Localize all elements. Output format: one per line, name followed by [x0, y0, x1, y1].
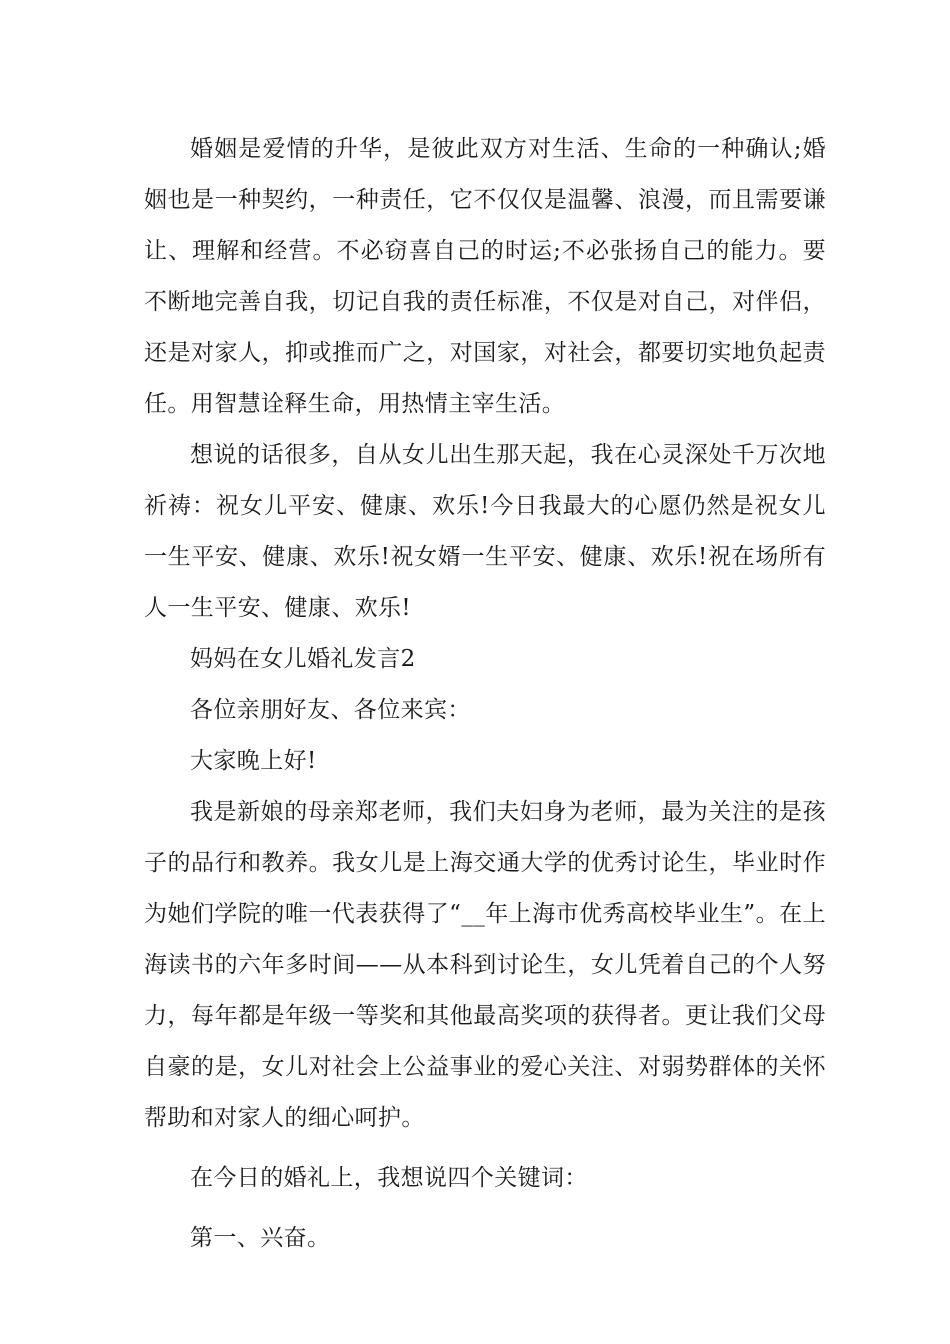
- paragraph-marriage: 婚姻是爱情的升华，是彼此双方对生活、生命的一种确认;婚姻也是一种契约，一种责任，它不仅仅是温馨、浪漫，而且需要谦让、理解和经营。不必窃喜自己的时运;不必张扬自己的能力。要不断地完善自我，切记自我的责任标准，不仅是对自己，对伴侣，还是对家人，抑或推而广之，对国家，对社会，都要切实地负起责任。用智慧诠释生命，用热情主宰生活。: [144, 136, 826, 417]
- greeting-guests: 各位亲朋好友、各位来宾：: [190, 697, 471, 723]
- paragraph-first-keyword: 第一、兴奋。: [190, 1225, 331, 1251]
- greeting-evening: 大家晚上好!: [190, 748, 317, 774]
- paragraph-keywords: 在今日的婚礼上，我想说四个关键词：: [190, 1165, 588, 1191]
- paragraph-introduction: 我是新娘的母亲郑老师，我们夫妇身为老师，最为关注的是孩子的品行和教养。我女儿是上海交通大学的优秀讨论生，毕业时作为她们学院的唯一代表获得了“__年上海市优秀高校毕业生”。在上海读书的六年多时间——从本科到讨论生，女儿凭着自己的个人努力，每年都是年级一等奖和其他最高奖项的获得者。更让我们父母自豪的是，女儿对社会上公益事业的爱心关注、对弱势群体的关怀帮助和对家人的细心呵护。: [144, 799, 826, 1131]
- section-heading: 妈妈在女儿婚礼发言2: [190, 646, 416, 672]
- paragraph-blessing: 想说的话很多，自从女儿出生那天起，我在心灵深处千万次地祈祷：祝女儿平安、健康、欢乐!今日我最大的心愿仍然是祝女儿一生平安、健康、欢乐!祝女婿一生平安、健康、欢乐!祝在场所有人一生平安、健康、欢乐!: [144, 442, 826, 621]
- document-body: [144, 124, 826, 1264]
